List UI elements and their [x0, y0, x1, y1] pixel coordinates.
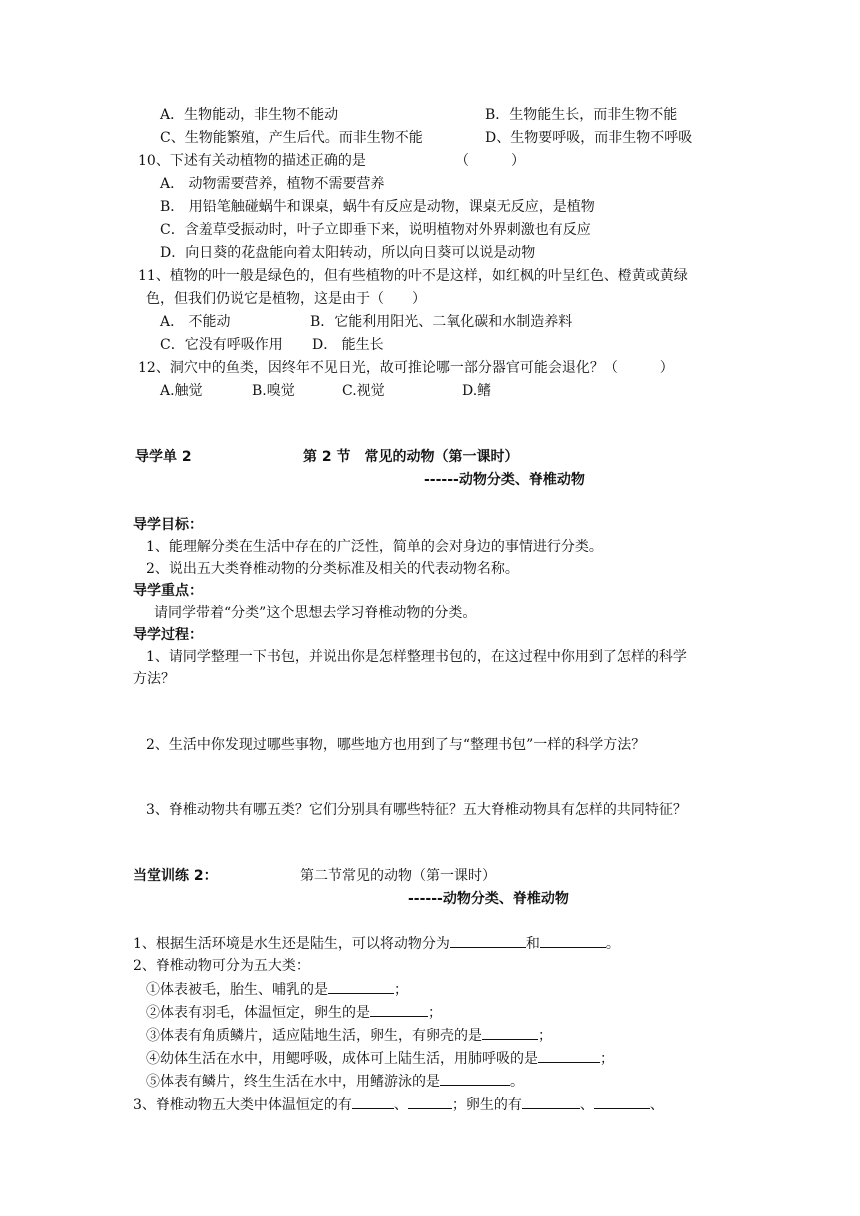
- answer-blank[interactable]: [440, 1071, 510, 1086]
- train-q3-text: 3、脊椎动物五大类中体温恒定的有: [133, 1097, 352, 1113]
- process-q1-line1: 1、请同学整理一下书包，并说出你是怎样整理书包的，在这过程中你用到了怎样的科学: [146, 649, 687, 665]
- answer-blank[interactable]: [370, 1002, 428, 1017]
- guide-title: 第 2 节 常见的动物（第一课时）: [303, 449, 519, 465]
- goals-heading: 导学目标：: [133, 517, 203, 533]
- answer-blank[interactable]: [540, 933, 606, 948]
- q11-option-b: B．它能利用阳光、二氧化碳和水制造养料: [310, 314, 573, 330]
- process-heading: 导学过程：: [133, 627, 203, 643]
- goal-2: 2、说出五大类脊椎动物的分类标准及相关的代表动物名称。: [146, 561, 519, 577]
- answer-blank[interactable]: [408, 1094, 452, 1109]
- q12-option-c: C.视觉: [342, 383, 385, 399]
- q9-option-c: C、生物能繁殖，产生后代。而非生物不能: [160, 130, 423, 146]
- answer-blank[interactable]: [522, 1094, 580, 1109]
- guide-label: 导学单 2: [135, 449, 192, 465]
- process-q1-line2: 方法？: [133, 671, 175, 687]
- train-q3-end: 、: [649, 1097, 664, 1113]
- train-title: 第二节常见的动物（第一课时）: [300, 868, 496, 884]
- q9-option-b: B．生物能生长，而非生物不能: [485, 107, 678, 123]
- item-text: ⑤体表有鳞片，终生生活在水中，用鳍游泳的是: [146, 1074, 440, 1090]
- q10-option-b: B． 用铅笔触碰蜗牛和课桌，蜗牛有反应是动物，课桌无反应，是植物: [160, 199, 595, 215]
- train-q1-end: 。: [605, 936, 620, 952]
- item-text: ②体表有羽毛，体温恒定，卵生的是: [146, 1005, 370, 1021]
- train-q2-item-3: [146, 1025, 552, 1046]
- process-q2: 2、生活中你发现过哪些事物，哪些地方也用到了与“整理书包”一样的科学方法？: [146, 737, 646, 753]
- train-q1-and: 和: [525, 936, 540, 952]
- q10-option-c: C．含羞草受振动时，叶子立即垂下来，说明植物对外界刺激也有反应: [160, 222, 591, 238]
- q11-stem-line1: 11、植物的叶一般是绿色的，但有些植物的叶不是这样，如红枫的叶呈红色、橙黄或黄绿: [138, 268, 688, 284]
- item-end: ；: [394, 982, 408, 998]
- q11-option-a: A． 不能动: [160, 314, 231, 330]
- q11-stem-line2: 色，但我们仍说它是植物，这是由于（ ）: [146, 291, 426, 307]
- train-q2-item-4: [146, 1048, 614, 1069]
- item-end: ；: [600, 1051, 614, 1067]
- answer-blank[interactable]: [328, 979, 394, 994]
- q11-option-c: C．它没有呼吸作用: [160, 337, 283, 353]
- train-q2-item-2: [146, 1002, 442, 1023]
- train-q3-sep: 、: [393, 1097, 408, 1113]
- q12-option-d: D.鳍: [462, 383, 492, 399]
- q10-stem: 10、下述有关动植物的描述正确的是: [138, 153, 366, 169]
- train-q2-item-1: [146, 979, 408, 1000]
- q12-option-b: B.嗅觉: [252, 383, 295, 399]
- train-q3: [133, 1094, 664, 1115]
- train-q1-text: 1、根据生活环境是水生还是陆生，可以将动物分为: [133, 936, 450, 952]
- answer-blank[interactable]: [352, 1094, 394, 1109]
- process-q3: 3、脊椎动物共有哪五类？它们分别具有哪些特征？五大脊椎动物具有怎样的共同特征？: [146, 802, 687, 818]
- q12-stem: 12、洞穴中的鱼类，因终年不见日光，故可推论哪一部分器官可能会退化？（ ）: [138, 360, 674, 376]
- item-text: ③体表有角质鳞片，适应陆地生活，卵生，有卵壳的是: [146, 1028, 482, 1044]
- guide-subtitle: ------动物分类、脊椎动物: [424, 472, 585, 488]
- item-end: ；: [428, 1005, 442, 1021]
- goal-1: 1、能理解分类在生活中存在的广泛性，简单的会对身边的事情进行分类。: [146, 539, 603, 555]
- q10-answer-paren: （ ）: [455, 153, 525, 169]
- answer-blank[interactable]: [450, 933, 526, 948]
- q10-option-a: A． 动物需要营养，植物不需要营养: [160, 176, 385, 192]
- q9-option-a: A．生物能动，非生物不能动: [160, 107, 339, 123]
- key-heading: 导学重点：: [133, 583, 203, 599]
- answer-blank[interactable]: [594, 1094, 650, 1109]
- item-end: 。: [510, 1074, 524, 1090]
- answer-blank[interactable]: [538, 1048, 600, 1063]
- train-subtitle: ------动物分类、脊椎动物: [408, 891, 569, 907]
- answer-blank[interactable]: [482, 1025, 538, 1040]
- q12-option-a: A.触觉: [160, 383, 203, 399]
- q11-option-d: D． 能生长: [312, 337, 384, 353]
- train-label: 当堂训练 2：: [133, 868, 218, 884]
- train-q2-item-5: [146, 1071, 524, 1092]
- train-q2: 2、脊椎动物可分为五大类：: [133, 958, 310, 974]
- item-text: ①体表被毛，胎生、哺乳的是: [146, 982, 328, 998]
- q10-option-d: D．向日葵的花盘能向着太阳转动，所以向日葵可以说是动物: [160, 245, 536, 261]
- train-q3-sep: 、: [579, 1097, 594, 1113]
- train-q3-mid: ；卵生的有: [451, 1097, 522, 1113]
- item-end: ；: [538, 1028, 552, 1044]
- train-q1: [133, 933, 620, 954]
- key-point-1: 请同学带着“分类”这个思想去学习脊椎动物的分类。: [154, 605, 477, 621]
- q9-option-d: D、生物要呼吸，而非生物不呼吸: [485, 130, 693, 146]
- item-text: ④幼体生活在水中，用鳃呼吸，成体可上陆生活，用肺呼吸的是: [146, 1051, 538, 1067]
